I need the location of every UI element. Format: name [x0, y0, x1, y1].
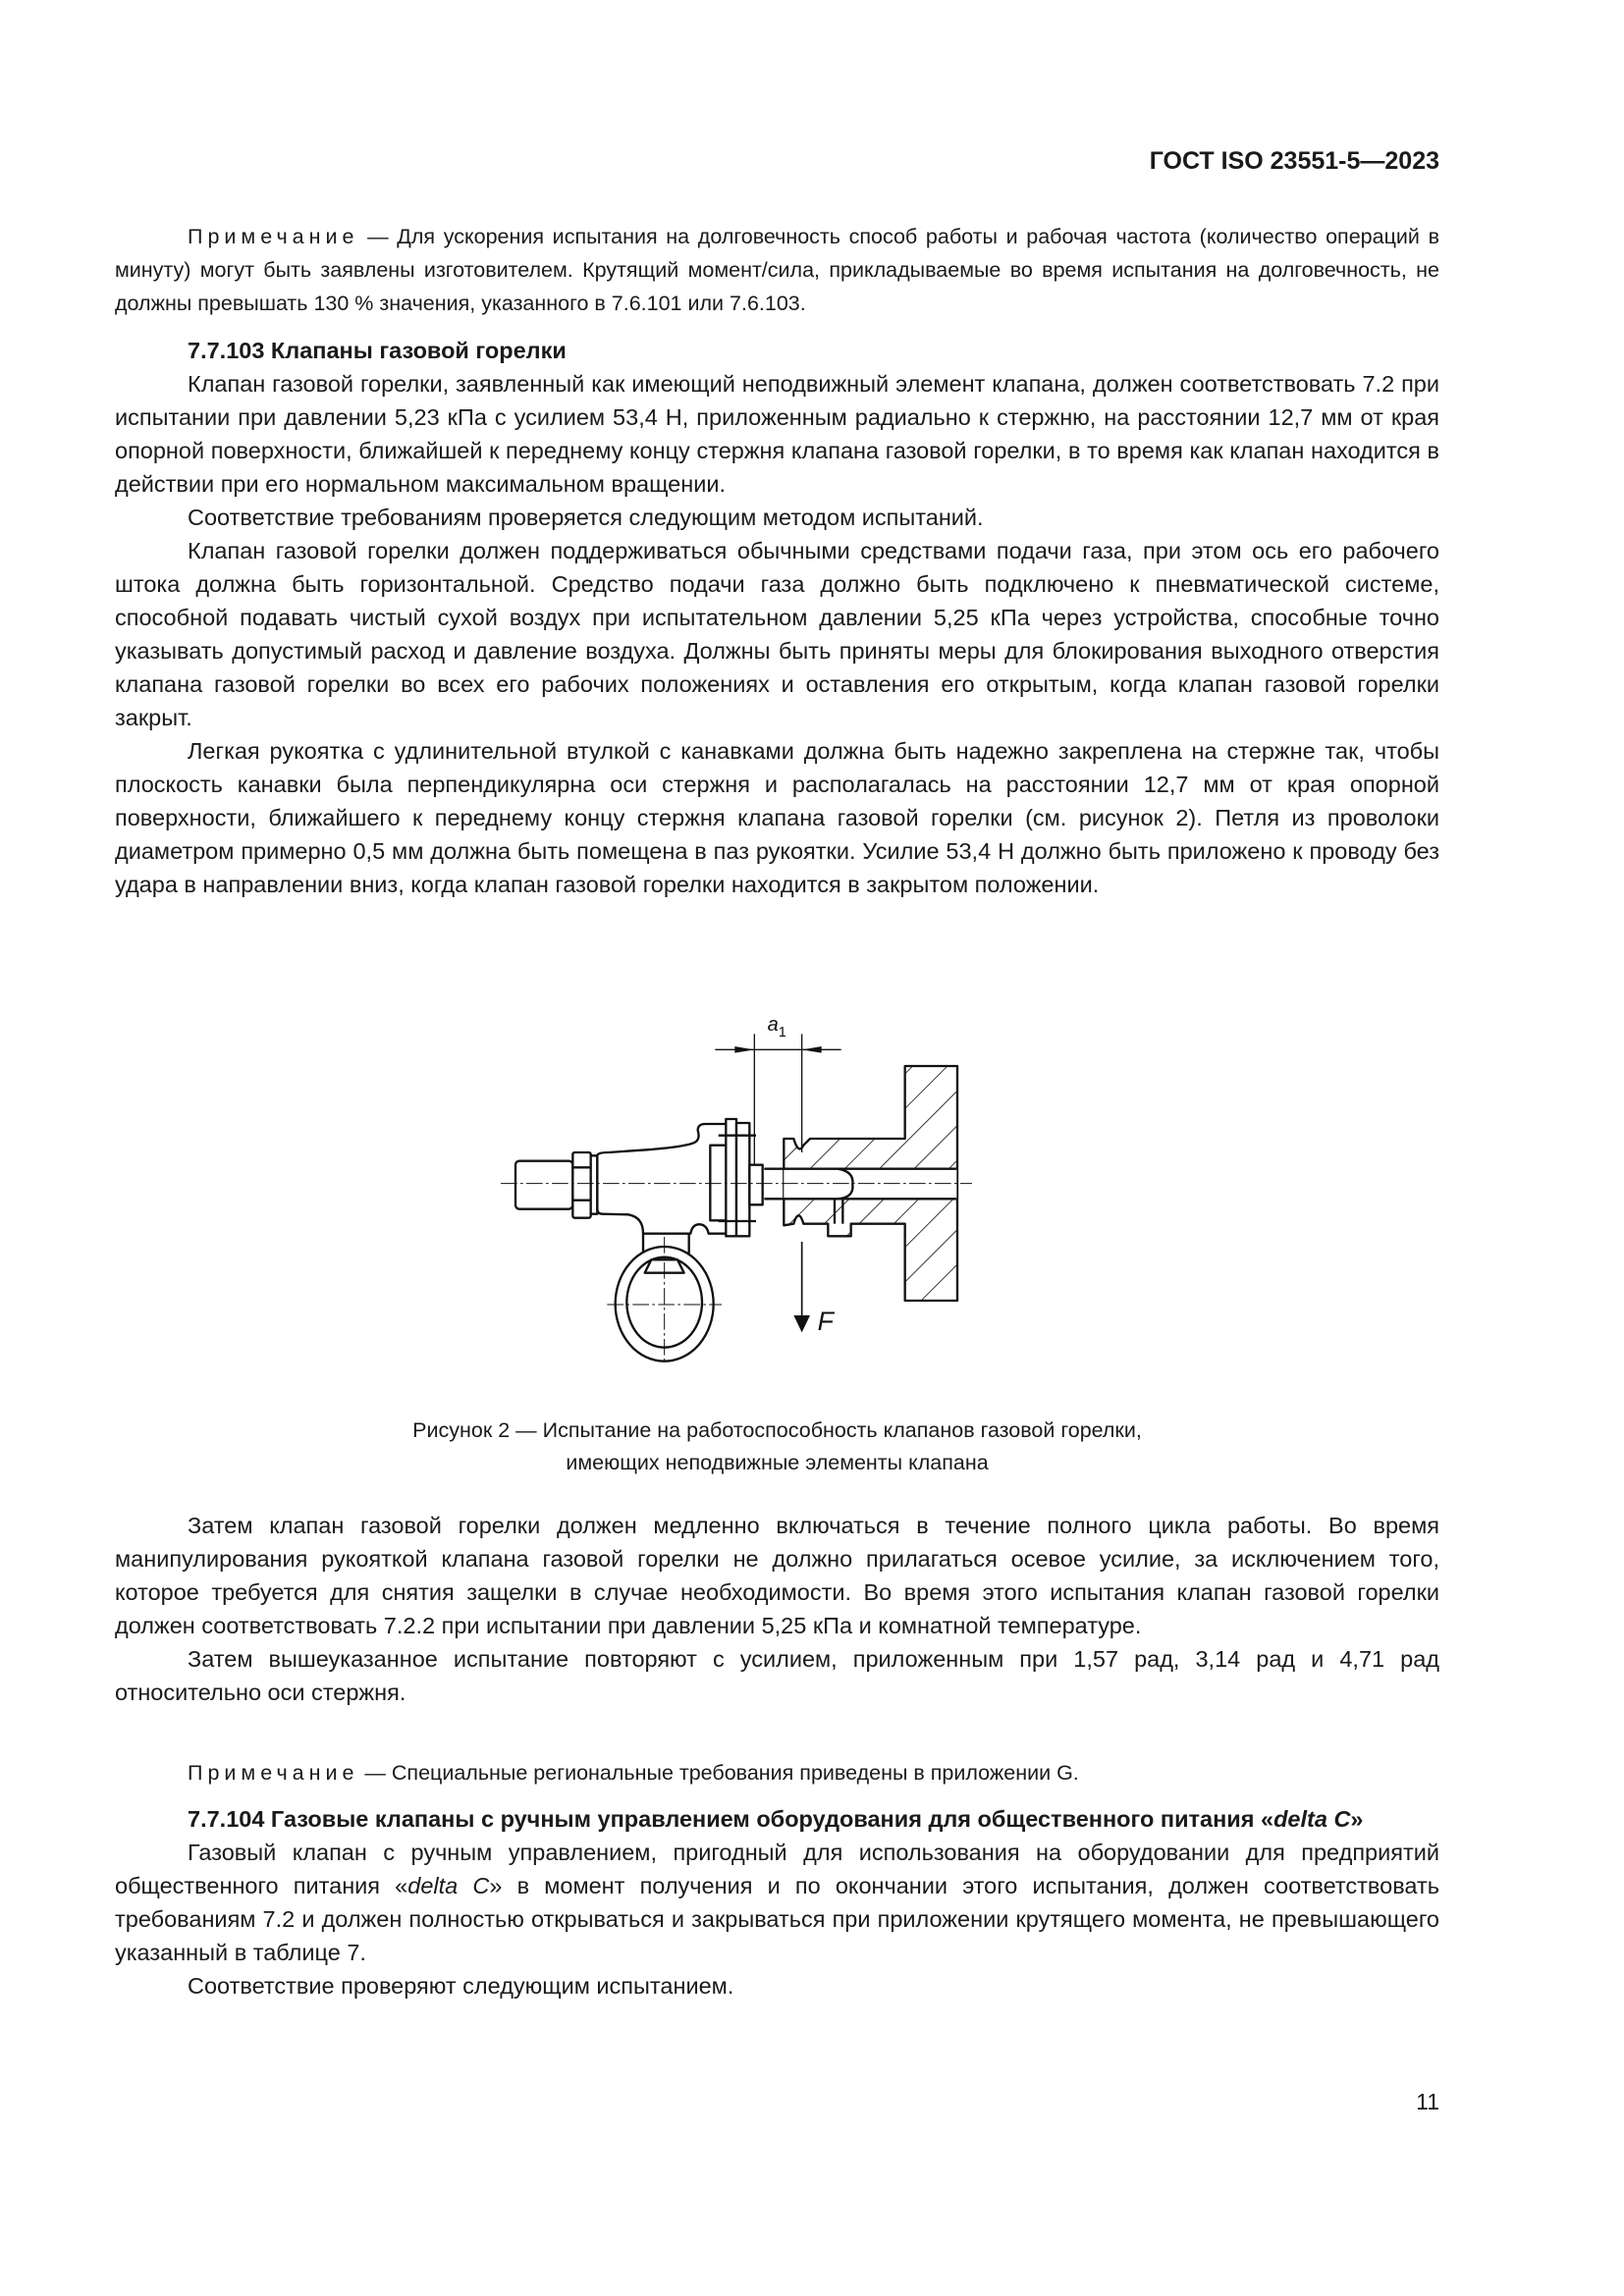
note-text: — Специальные региональные требования приведены в приложении G. — [358, 1761, 1079, 1785]
paragraph: Клапан газовой горелки должен поддерживаться обычными средствами подачи газа, при этом ось его рабочего штока должна быть горизонтальной. Средство подачи газа должно быть подключено к пневматической системе, способной подавать чистый сухой воздух при испытательном давлении 5,25 кПа через устройства, способные точно указывать допустимый расход и давление воздуха. Должны быть приняты меры для блокирования выходного отверстия клапана газовой горелки во всех его рабочих положениях и оставления его открытым, когда клапан газовой горелки закрыт. — [115, 538, 1439, 730]
caption-line: имеющих неподвижные элементы клапана — [566, 1451, 989, 1474]
post-figure-text — [115, 1509, 1439, 1709]
dimension-label-a1: $a_1$ — [767, 1014, 786, 1041]
section-heading: 7.7.103 Клапаны газовой горелки — [188, 338, 567, 363]
valve-housing — [597, 1124, 727, 1234]
figure-2-drawing — [491, 1001, 1001, 1364]
paragraph: Соответствие проверяют следующим испытанием. — [188, 1973, 734, 1999]
figure-caption — [115, 1415, 1439, 1479]
note-2 — [115, 1756, 1439, 1789]
force-arrow-head — [793, 1315, 810, 1332]
section-7-7-103 — [115, 334, 1439, 901]
document-id: ГОСТ ISO 23551-5—2023 — [1149, 147, 1439, 175]
paragraph: Газовый клапан с ручным управлением, пригодный для использования на оборудовании для предприятий общественного питания «delta C» в момент получения и по окончании этого испытания, должен соответствовать требованиям 7.2 и должен полностью открываться и закрываться при приложении крутящего момента, не превышающего указанный в таблице 7. — [115, 1840, 1439, 1965]
section-7-7-104 — [115, 1802, 1439, 2002]
section-heading: 7.7.104 Газовые клапаны с ручным управлением оборудования для общественного питания «delta C» — [188, 1806, 1364, 1832]
paragraph: Легкая рукоятка с удлинительной втулкой с канавками должна быть надежно закреплена на стержне так, чтобы плоскость канавки была перпендикулярна оси стержня и располагалась на расстоянии 12,7 мм от края опорной поверхности, ближайшего к переднему концу стержня клапана газовой горелки (см. рисунок 2). Петля из проволоки диаметром примерно 0,5 мм должна быть помещена в паз рукоятки. Усилие 53,4 Н должно быть приложено к проводу без удара в направлении вниз, когда клапан газовой горелки находится в закрытом положении. — [115, 738, 1439, 897]
paragraph: Затем вышеуказанное испытание повторяют с усилием, приложенным при 1,57 рад, 3,14 рад и 4,71 рад относительно оси стержня. — [115, 1646, 1439, 1705]
note-1 — [115, 220, 1439, 320]
paragraph: Клапан газовой горелки, заявленный как имеющий неподвижный элемент клапана, должен соответствовать 7.2 при испытании при давлении 5,23 кПа с усилием 53,4 Н, приложенным радиально к стержню, на расстоянии 12,7 мм от края опорной поверхности, ближайшей к переднему концу стержня клапана газовой горелки, в то время как клапан находится в действии при его нормальном максимальном вращении. — [115, 371, 1439, 497]
force-label: F — [817, 1307, 834, 1336]
note-label: Примечание — [188, 1761, 359, 1785]
stem-end — [515, 1161, 572, 1209]
page-number: 11 — [1416, 2089, 1439, 2114]
paragraph: Затем клапан газовой горелки должен медленно включаться в течение полного цикла работы. Во время манипулирования рукояткой клапана газовой горелки не должно прилагаться осевое усилие, за исключением того, которое требуется для снятия защелки в случае необходимости. Во время этого испытания клапан газовой горелки должен соответствовать 7.2.2 при испытании при давлении 5,25 кПа и комнатной температуре. — [115, 1513, 1439, 1638]
note-label: Примечание — [188, 225, 359, 248]
note-text: — Для ускорения испытания на долговечность способ работы и рабочая частота (количество операций в минуту) могут быть заявлены изготовителем. Крутящий момент/сила, прикладываемые во время испытания на долговечность, не должны превышать 130 % значения, указанного в 7.6.101 или 7.6.103. — [115, 225, 1439, 315]
paragraph: Соответствие требованиям проверяется следующим методом испытаний. — [188, 505, 984, 530]
nut — [572, 1152, 590, 1218]
caption-line: Рисунок 2 — Испытание на работоспособность клапанов газовой горелки, — [412, 1418, 1142, 1442]
